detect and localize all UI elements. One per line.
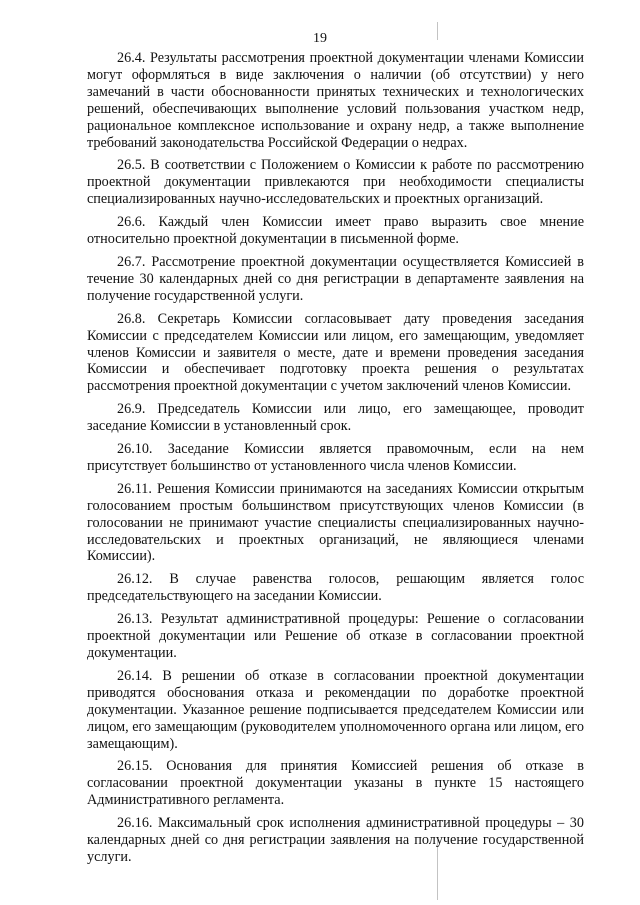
page-number: 19 — [313, 31, 327, 46]
paragraph-26-16: 26.16. Максимальный срок исполнения административной процедуры – 30 календарных дней со дня регистрации заявления на получение государственной услуги. — [87, 815, 584, 865]
paragraph-26-10: 26.10. Заседание Комиссии является правомочным, если на нем присутствует большинство от установленного числа членов Комиссии. — [87, 441, 584, 474]
paragraph-26-15: 26.15. Основания для принятия Комиссией решения об отказе в согласовании проектной документации указаны в пункте 15 настоящего Административного регламента. — [87, 758, 584, 809]
paragraph-26-12: 26.12. В случае равенства голосов, решающим является голос председательствующего на заседании Комиссии. — [87, 571, 584, 605]
paragraph-26-11: 26.11. Решения Комиссии принимаются на заседаниях Комиссии открытым голосованием простым большинством присутствующих членов Комиссии (в голосовании не принимают участие специалисты специализированных научно-исследовательских и проектных организаций, не являющиеся членами Комиссии). — [87, 480, 584, 565]
paragraph-26-14: 26.14. В решении об отказе в согласовании проектной документации приводятся обоснования отказа и рекомендации по доработке проектной документации. Указанное решение подписывается председателем Комиссии или лицом, его замещающим (руководителем уполномоченного органа или лицом, его замещающим). — [87, 667, 584, 752]
paragraph-26-8: 26.8. Секретарь Комиссии согласовывает дату проведения заседания Комиссии с председателем Комиссии или лицом, его замещающим, уведомляет членов Комиссии и заявителя о месте, дате и времени проведения заседания Комиссии и обеспечивает подготовку проекта решения о результатах рассмотрения проектной документации с учетом заключений членов Комиссии. — [87, 310, 584, 395]
paragraph-26-6: 26.6. Каждый член Комиссии имеет право выразить свое мнение относительно проектной документации в письменной форме. — [87, 214, 584, 248]
paragraph-26-13: 26.13. Результат административной процедуры: Решение о согласовании проектной документации или Решение об отказе в согласовании проектной документации. — [87, 611, 584, 661]
document-body — [87, 50, 584, 872]
paragraph-26-9: 26.9. Председатель Комиссии или лицо, его замещающее, проводит заседание Комиссии в установленный срок. — [87, 401, 584, 435]
paragraph-26-4: 26.4. Результаты рассмотрения проектной документации членами Комиссии могут оформляться в виде заключения о наличии (об отсутствии) у него замечаний в части обоснованности принятых технических и технологических решений, обеспечивающих выполнение условий пользования участком недр, рациональное комплексное использование и охрану недр, а также выполнение требований законодательства Российской Федерации о недрах. — [87, 50, 584, 151]
paragraph-26-5: 26.5. В соответствии с Положением о Комиссии к работе по рассмотрению проектной документации привлекаются при необходимости специалисты специализированных научно-исследовательских и проектных организаций. — [87, 157, 584, 208]
paragraph-26-7: 26.7. Рассмотрение проектной документации осуществляется Комиссией в течение 30 календарных дней со дня регистрации в департаменте заявления на получение государственной услуги. — [87, 253, 584, 304]
